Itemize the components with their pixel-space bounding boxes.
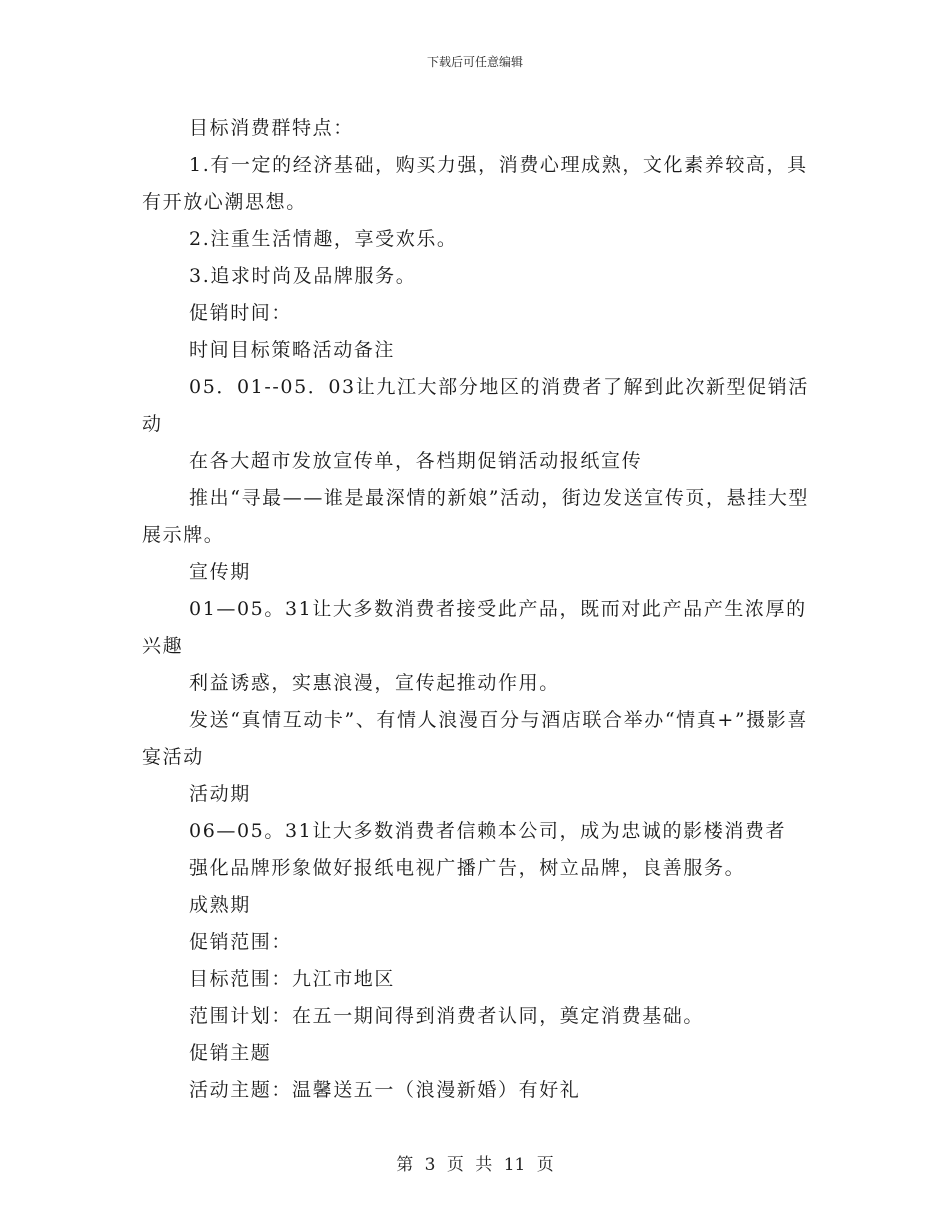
paragraph: 推出“寻最——谁是最深情的新娘”活动，街边发送宣传页，悬挂大型展示牌。 <box>142 487 810 546</box>
paragraph: 时间目标策略活动备注 <box>189 339 396 361</box>
document-body <box>142 110 812 1109</box>
paragraph: 强化品牌形象做好报纸电视广播广告，树立品牌，良善服务。 <box>189 857 746 879</box>
paragraph: 发送“真情互动卡”、有情人浪漫百分与酒店联合举办“情真+”摄影喜宴活动 <box>142 709 808 768</box>
paragraph: 成熟期 <box>189 894 251 916</box>
paragraph: 01—05。31让大多数消费者接受此产品，既而对此产品产生浓厚的兴趣 <box>142 598 807 657</box>
paragraph: 宣传期 <box>189 561 251 583</box>
paragraph: 目标消费群特点： <box>189 117 354 139</box>
paragraph: 利益诱惑，实惠浪漫，宣传起推动作用。 <box>189 672 560 694</box>
paragraph: 2.注重生活情趣，享受欢乐。 <box>189 228 458 250</box>
page-number: 第 3 页 共 11 页 <box>396 1155 554 1175</box>
paragraph: 3.追求时尚及品牌服务。 <box>189 265 417 287</box>
paragraph: 1.有一定的经济基础，购买力强，消费心理成熟，文化素养较高，具有开放心潮思想。 <box>142 154 808 213</box>
paragraph: 促销主题 <box>189 1042 272 1064</box>
paragraph: 促销时间： <box>189 302 293 324</box>
paragraph: 促销范围： <box>189 931 293 953</box>
paragraph: 活动主题：温馨送五一（浪漫新婚）有好礼 <box>189 1079 581 1101</box>
paragraph: 范围计划：在五一期间得到消费者认同，奠定消费基础。 <box>189 1005 705 1027</box>
page-header: 下载后可任意编辑 <box>426 55 523 69</box>
paragraph: 06—05。31让大多数消费者信赖本公司，成为忠诚的影楼消费者 <box>189 820 787 842</box>
paragraph: 目标范围：九江市地区 <box>189 968 396 990</box>
paragraph: 在各大超市发放宣传单，各档期促销活动报纸宣传 <box>189 450 643 472</box>
paragraph: 活动期 <box>189 783 251 805</box>
paragraph: 05．01--05．03让九江大部分地区的消费者了解到此次新型促销活动 <box>142 376 809 435</box>
